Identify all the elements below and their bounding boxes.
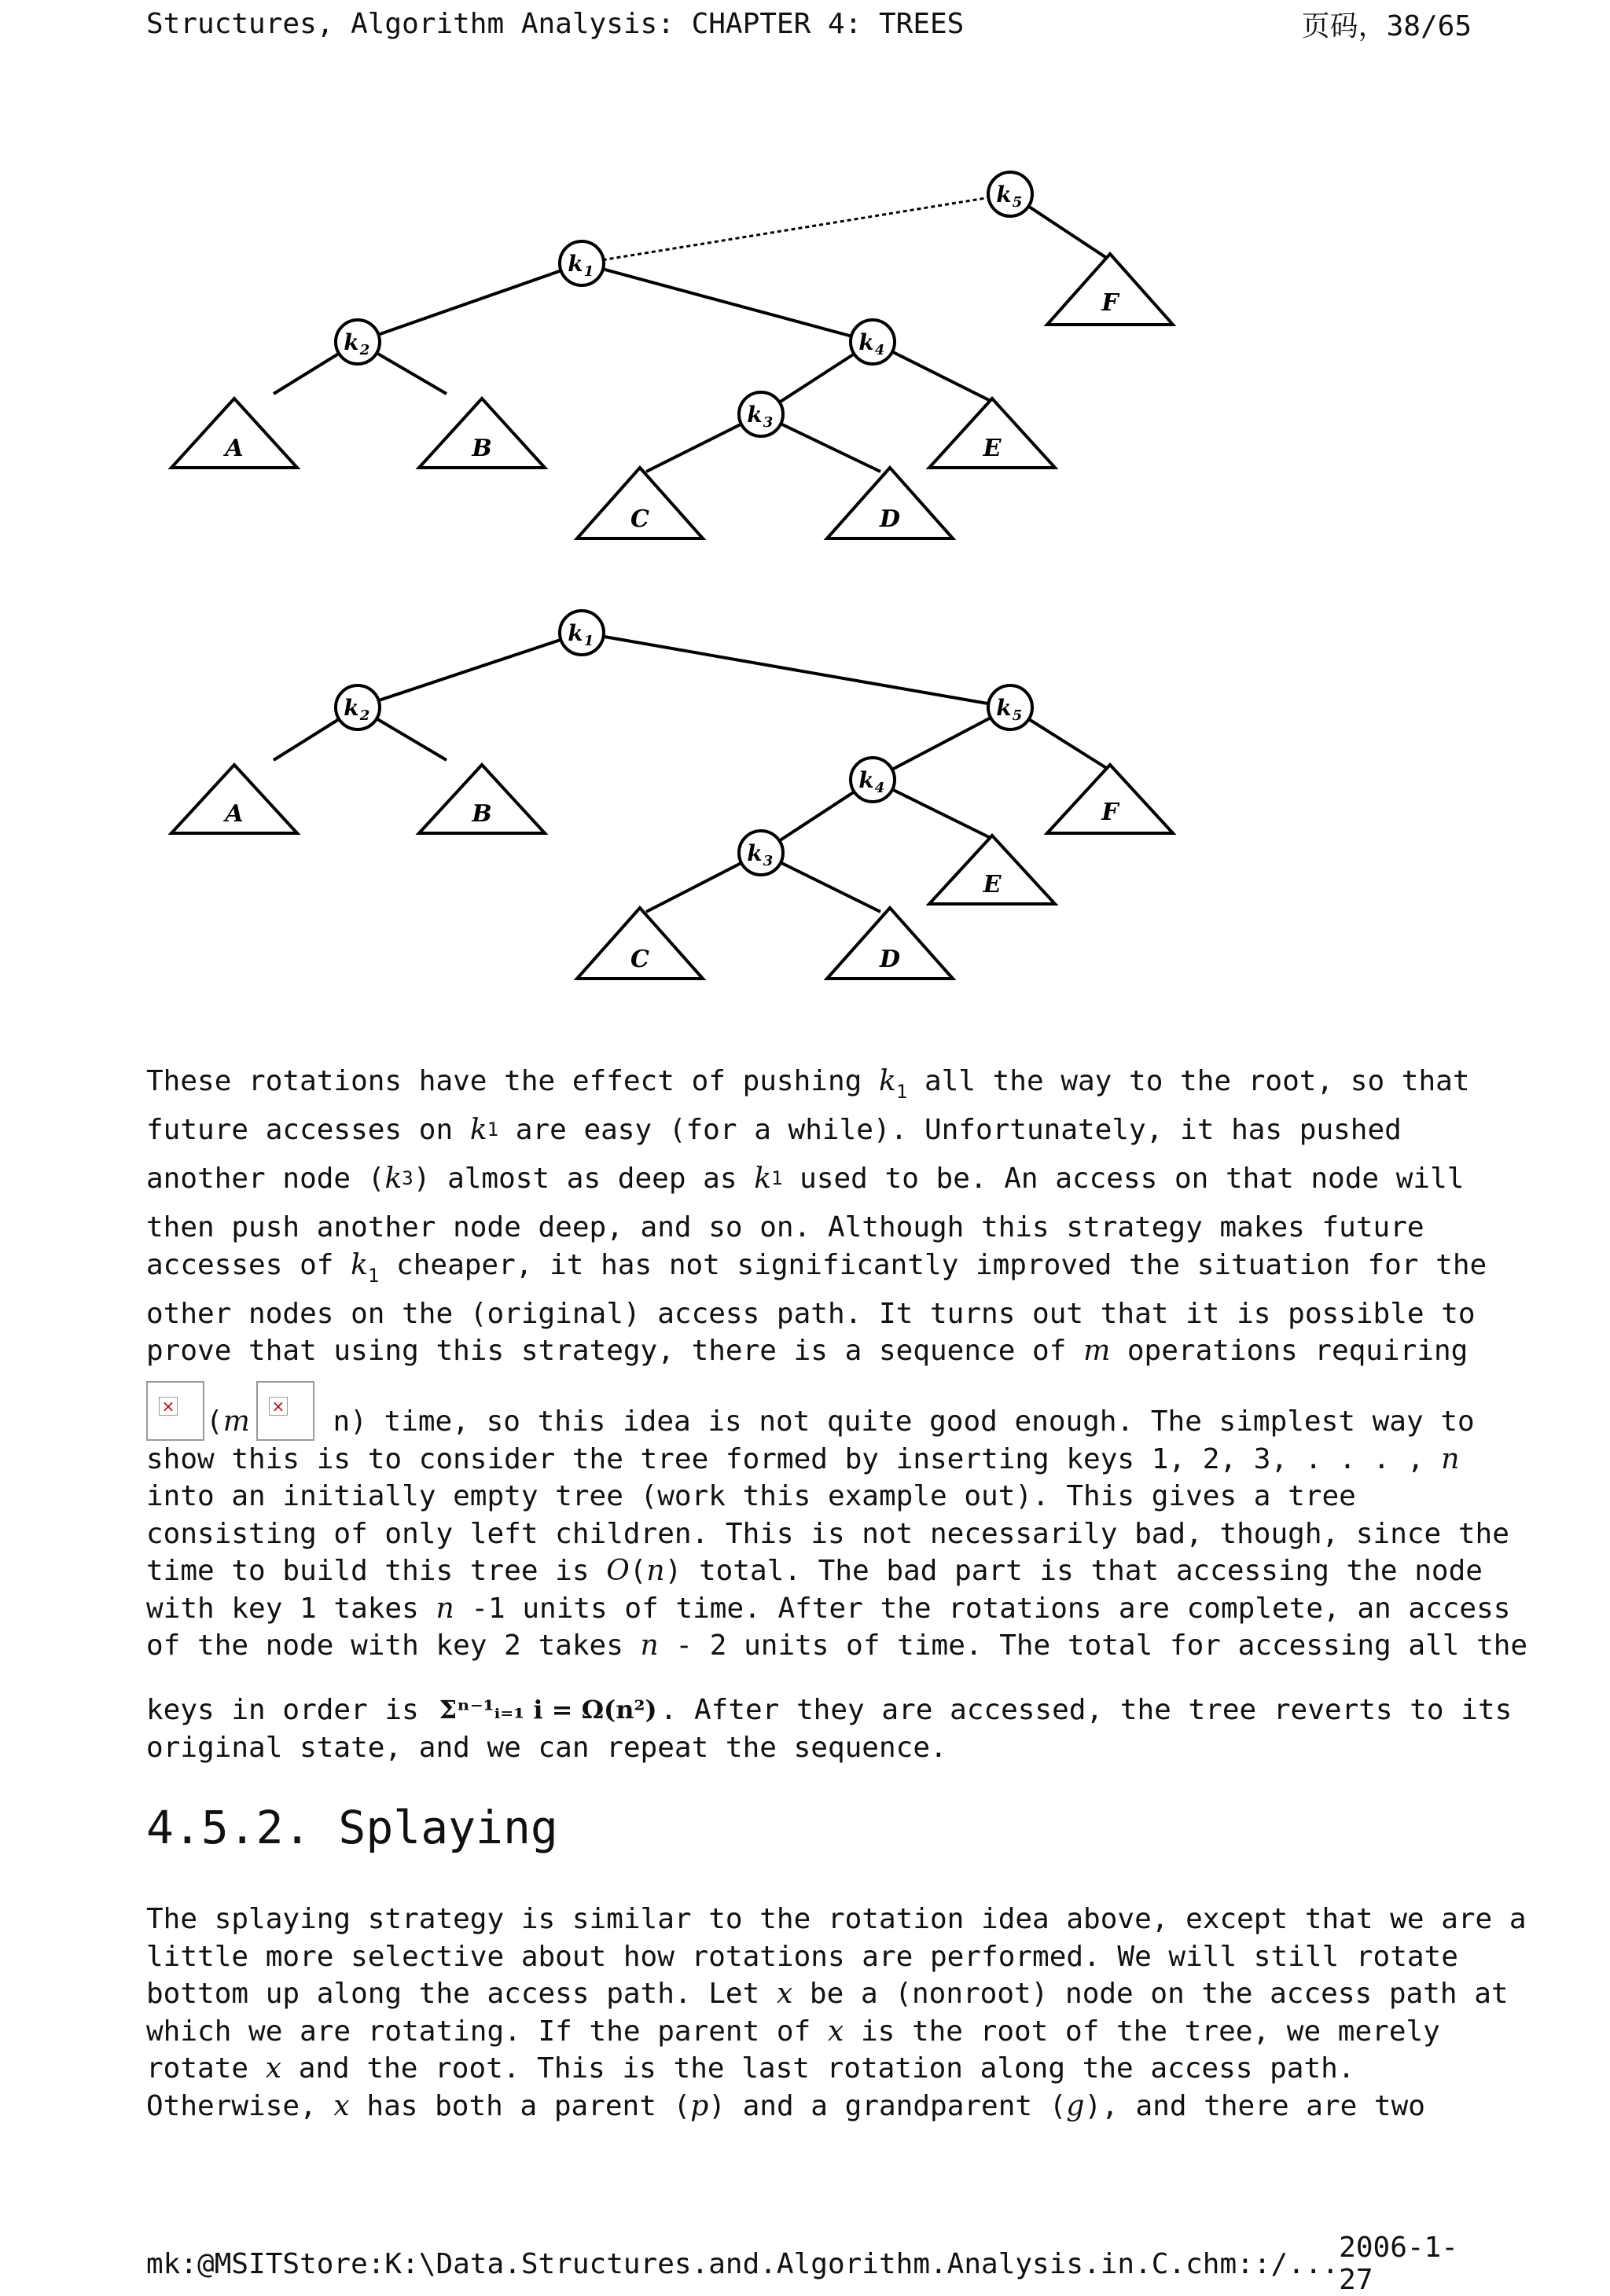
text-run: bottom up along the access path. Let <box>146 1978 777 2010</box>
node-label-k1: k <box>568 620 583 646</box>
var-k: k <box>384 1163 402 1195</box>
subtree-label-A: A <box>225 435 244 462</box>
node-label-k5: k <box>996 182 1012 208</box>
text-line: other nodes on the (original) access path. It turns out that it is possible to <box>146 1297 1476 1330</box>
node-label-k1: k <box>568 251 583 277</box>
var-m: m <box>222 1405 250 1438</box>
text-run: another node ( <box>146 1163 385 1195</box>
text-run: ( <box>629 1555 647 1587</box>
page-footer <box>146 2232 1472 2296</box>
node-sub-k4: 4 <box>874 342 885 358</box>
text-run: . After they are accessed, the tree reverts to its <box>660 1694 1513 1726</box>
var-x: x <box>776 1978 793 2010</box>
sum-formula-image: Σⁿ⁻¹ᵢ₌₁ i = Ω(n²) <box>439 1695 657 1725</box>
node-label-k5: k <box>996 695 1012 721</box>
paragraph-splaying <box>146 1901 1527 2125</box>
text-run: all the way to the root, so that <box>907 1065 1470 1097</box>
text-run: which we are rotating. If the parent of <box>146 2015 828 2048</box>
subtree-label-E: E <box>983 435 1002 462</box>
tree-node-k3 <box>739 831 783 875</box>
text-line <box>146 1627 1528 1665</box>
edge-k1-k4 <box>582 263 873 342</box>
text-run: ), and there are two <box>1084 2089 1425 2122</box>
text-run: ) <box>664 1555 682 1587</box>
tree-figure-after <box>142 593 1242 1002</box>
node-sub-k1: 1 <box>583 633 594 649</box>
node-sub-k1: 1 <box>583 263 594 280</box>
text-line <box>146 1063 1483 1103</box>
text-line <box>146 2013 1483 2051</box>
broken-image-icon: × <box>256 1381 314 1441</box>
text-run: Otherwise, <box>146 2089 334 2122</box>
node-sub-k5: 5 <box>1012 194 1023 211</box>
subtree-label-E: E <box>983 871 1002 898</box>
text-run: - 2 units of time. The total for accessing all the <box>658 1629 1528 1662</box>
text-run: are easy (for a while). Unfortunately, it has pushed <box>498 1114 1402 1146</box>
tree-node-k2 <box>336 320 380 364</box>
text-line <box>146 1370 1483 1441</box>
subtree-label-A: A <box>225 800 244 828</box>
var-g: g <box>1066 2089 1085 2122</box>
edge-k1-k5 <box>582 633 1010 707</box>
tree-node-k4 <box>851 758 895 802</box>
node-sub-k3: 3 <box>763 853 774 869</box>
text-line <box>146 1441 1483 1479</box>
text-line <box>146 1100 1483 1149</box>
paragraph-rotations <box>146 1063 1528 1766</box>
var-m: m <box>1083 1335 1111 1367</box>
text-run: -1 units of time. After the rotations are complete, an access <box>454 1592 1511 1625</box>
var-O: O <box>606 1555 630 1587</box>
node-label-k3: k <box>747 840 763 866</box>
node-label-k4: k <box>858 329 874 355</box>
tree-node-k1 <box>560 241 604 285</box>
tree-diagram-after <box>142 593 1242 1002</box>
var-x: x <box>265 2052 282 2085</box>
node-sub-k5: 5 <box>1012 707 1023 724</box>
tree-node-k2 <box>336 685 380 729</box>
text-run: future accesses on <box>146 1114 470 1146</box>
dashed-edge-k1-k5 <box>582 194 1010 263</box>
text-run: accesses of <box>146 1248 351 1281</box>
text-run: with key 1 takes <box>146 1592 436 1625</box>
var-p: p <box>690 2089 709 2122</box>
text-run: cheaper, it has not significantly improved the situation for the <box>379 1248 1487 1281</box>
text-run: ) time, so this idea is not quite good enough. The simplest way to <box>350 1405 1475 1438</box>
text-line: into an initially empty tree (work this example out). This gives a tree <box>146 1480 1356 1512</box>
text-line: consisting of only left children. This is not necessarily bad, though, since the <box>146 1517 1509 1550</box>
subtree-label-F: F <box>1101 799 1119 826</box>
subtree-label-C: C <box>630 946 649 973</box>
subtree-label-F: F <box>1101 289 1119 317</box>
var-k: k <box>754 1163 772 1195</box>
text-line: original state, and we can repeat the sequence. <box>146 1731 947 1764</box>
var-n: n <box>436 1592 454 1625</box>
text-run: and the root. This is the last rotation along the access path. <box>281 2052 1355 2085</box>
text-line <box>146 1552 1483 1590</box>
subscript: 1 <box>771 1167 783 1189</box>
subtree-label-B: B <box>472 800 492 828</box>
section-heading: 4.5.2. Splaying <box>146 1801 558 1854</box>
subtree-label-C: C <box>630 505 649 533</box>
page-header <box>146 0 1472 47</box>
var-k: k <box>351 1248 368 1281</box>
tree-node-k5 <box>988 172 1032 216</box>
text-run: ( <box>206 1405 223 1438</box>
text-run: These rotations have the effect of pushing <box>146 1065 879 1097</box>
node-sub-k2: 2 <box>359 342 370 358</box>
tree-node-k4 <box>851 320 895 364</box>
text-run: is the root of the tree, we merely <box>844 2015 1440 2048</box>
edge-k1-k2 <box>358 633 582 707</box>
text-run: ) and a grandparent ( <box>708 2089 1067 2122</box>
tree-diagram-before <box>142 153 1242 533</box>
text-line <box>146 2088 1483 2125</box>
text-line <box>146 1332 1483 1370</box>
broken-image-icon: × <box>146 1381 204 1441</box>
var-x: x <box>827 2015 844 2048</box>
tree-figure-before <box>142 153 1242 533</box>
subscript: 1 <box>487 1119 499 1141</box>
subtree-label-D: D <box>879 946 901 973</box>
text-run: time to build this tree is <box>146 1555 607 1587</box>
node-sub-k4: 4 <box>874 780 885 796</box>
text-run: of the node with key 2 takes <box>146 1629 641 1662</box>
text-line <box>146 1149 1483 1198</box>
var-n: n <box>646 1555 665 1587</box>
node-label-k2: k <box>344 695 359 721</box>
text-run: keys in order is <box>146 1694 436 1726</box>
footer-date: 2006-1-27 <box>1339 2232 1458 2296</box>
var-n: n <box>640 1629 659 1662</box>
text-line: little more selective about how rotations are performed. We will still rotate <box>146 1940 1458 1973</box>
header-title: Structures, Algorithm Analysis: CHAPTER 4: TREES <box>146 7 965 40</box>
text-run: ) almost as deep as <box>413 1163 755 1195</box>
text-run: total. The bad part is that accessing the node <box>682 1555 1483 1587</box>
node-sub-k2: 2 <box>359 707 370 724</box>
var-n: n <box>1441 1442 1460 1475</box>
tree-node-k5 <box>988 685 1032 729</box>
text-line <box>146 2050 1483 2088</box>
subtree-label-B: B <box>472 435 492 462</box>
tree-node-k3 <box>739 392 783 436</box>
text-run: rotate <box>146 2052 266 2085</box>
text-line <box>146 1590 1511 1628</box>
text-run: show this is to consider the tree formed by inserting keys 1, 2, 3, . . . , <box>146 1442 1442 1475</box>
node-label-k4: k <box>858 767 874 793</box>
edge-k1-k2 <box>358 263 582 342</box>
header-page-number: 页码，38/65 <box>1301 9 1472 42</box>
subscript: 1 <box>367 1264 380 1287</box>
var-k: k <box>878 1065 896 1097</box>
text-run: operations requiring <box>1110 1335 1468 1367</box>
text-line <box>146 1247 1487 1287</box>
text-run: n <box>315 1405 351 1438</box>
text-line: then push another node deep, and so on. Although this strategy makes future <box>146 1211 1424 1244</box>
subscript: 3 <box>402 1167 414 1189</box>
node-sub-k3: 3 <box>763 414 774 431</box>
text-run: be a (nonroot) node on the access path at <box>792 1978 1509 2010</box>
text-run: used to be. An access on that node will <box>782 1163 1465 1195</box>
node-label-k3: k <box>747 402 763 428</box>
text-run: has both a parent ( <box>349 2089 691 2122</box>
subscript: 1 <box>895 1081 908 1103</box>
subtree-label-D: D <box>879 505 901 533</box>
text-line: The splaying strategy is similar to the rotation idea above, except that we are a <box>146 1903 1527 1935</box>
text-line <box>146 1665 1513 1729</box>
node-label-k2: k <box>344 329 359 355</box>
text-line <box>146 1975 1509 2013</box>
var-k: k <box>469 1114 487 1146</box>
var-x: x <box>333 2089 350 2122</box>
text-run: prove that using this strategy, there is a sequence of <box>146 1335 1084 1367</box>
footer-path: mk:@MSITStore:K:\Data.Structures.and.Algorithm.Analysis.in.C.chm::/... <box>146 2247 1340 2280</box>
tree-node-k1 <box>560 611 604 655</box>
